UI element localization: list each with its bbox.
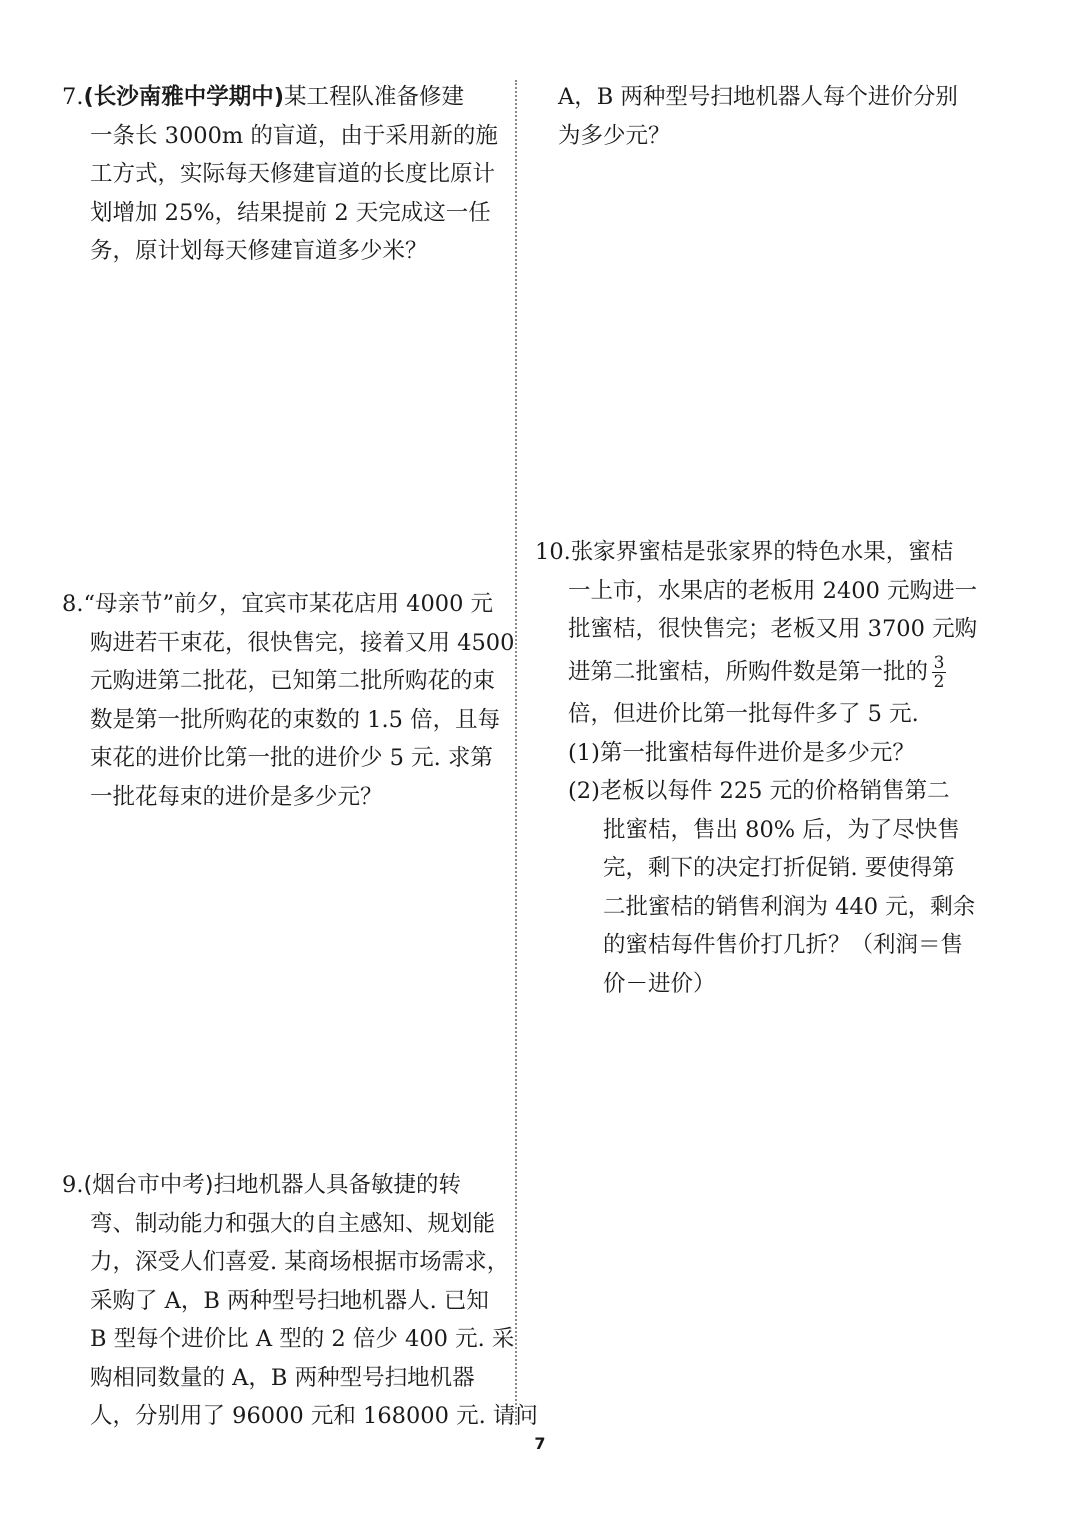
problem-10-line-1 [535,533,977,572]
problem-8 [62,585,514,816]
problem-text: 工方式，实际每天修建盲道的长度比原计 [90,161,496,187]
problem-text: 为多少元？ [558,122,671,149]
problem-text: 数是第一批所购花的束数的 1.5 倍，且每 [90,706,501,733]
problem-source: (烟台市中考) [83,1172,214,1198]
problem-number: 8. [62,591,84,617]
problem-9 [62,1166,538,1436]
problem-text: 价－进价） [603,970,716,997]
problem-text: 划增加 25%，结果提前 2 天完成这一任 [90,199,491,226]
problem-text: 弯、制动能力和强大的自主感知、规划能 [90,1210,496,1237]
problem-text: 张家界蜜桔是张家界的特色水果，蜜桔 [570,539,954,565]
problem-text: A，B 两种型号扫地机器人每个进价分别 [558,84,958,110]
problem-7 [62,78,498,271]
problem-text: 务，原计划每天修建盲道多少米？ [90,238,428,264]
problem-text: 采购了 A，B 两种型号扫地机器人. 已知 [90,1287,489,1314]
problem-text: 的蜜桔每件售价打几折？（利润＝售 [603,932,964,958]
problem-8-line-1 [62,585,514,624]
problem-text: 二批蜜桔的销售利润为 440 元，剩余 [603,893,976,920]
problem-number: 10. [535,539,571,565]
problem-text: B 型每个进价比 A 型的 2 倍少 400 元. 采 [90,1326,515,1352]
problem-text: 一批花每束的进价是多少元？ [90,783,383,810]
problem-text: 扫地机器人具备敏捷的转 [213,1172,462,1198]
problem-text: 批蜜桔，很快售完；老板又用 3700 元购 [568,616,978,642]
problem-source: (长沙南雅中学期中) [83,84,285,110]
problem-text: 某工程队准备修建 [284,84,465,110]
problem-9-line-1 [62,1166,538,1205]
problem-text: 一上市，水果店的老板用 2400 元购进一 [568,577,978,604]
fraction-denominator: 2 [933,672,945,692]
problem-text: 进第二批蜜桔，所购件数是第一批的 [568,658,929,685]
problem-10-fraction-line [535,653,977,692]
problem-text: 束花的进价比第一批的进价少 5 元. 求第 [90,745,493,771]
problem-text: 倍，但进价比第一批每件多了 5 元. [568,701,919,727]
page-number: 7 [534,1434,546,1453]
problem-10-part-2: (2)老板以每件 225 元的价格销售第二 [568,778,950,804]
fraction-numerator: 3 [933,653,945,673]
problem-text: 批蜜桔，售出 80% 后，为了尽快售 [603,816,960,843]
problem-text: 一条长 3000m 的盲道，由于采用新的施 [90,122,498,149]
problem-7-line-1 [62,78,498,117]
problem-text: 购进若干束花，很快售完，接着又用 4500 [90,629,515,656]
problem-number: 9. [62,1172,84,1198]
problem-text: 购相同数量的 A，B 两种型号扫地机器 [90,1364,475,1391]
problem-10-part-1: (1)第一批蜜桔每件进价是多少元？ [568,739,915,766]
problem-text: 元购进第二批花，已知第二批所购花的束 [90,668,496,694]
problem-text: 人，分别用了 96000 元和 168000 元. 请问 [90,1403,538,1429]
problem-10 [535,533,977,1003]
problem-text: 完，剩下的决定打折促销. 要使得第 [603,855,955,881]
problem-9-continued [558,78,958,155]
problem-text: “母亲节”前夕，宜宾市某花店用 4000 元 [83,591,494,617]
problem-text: 力，深受人们喜爱. 某商场根据市场需求， [90,1249,510,1275]
problem-number: 7. [62,84,84,110]
fraction [932,654,946,691]
